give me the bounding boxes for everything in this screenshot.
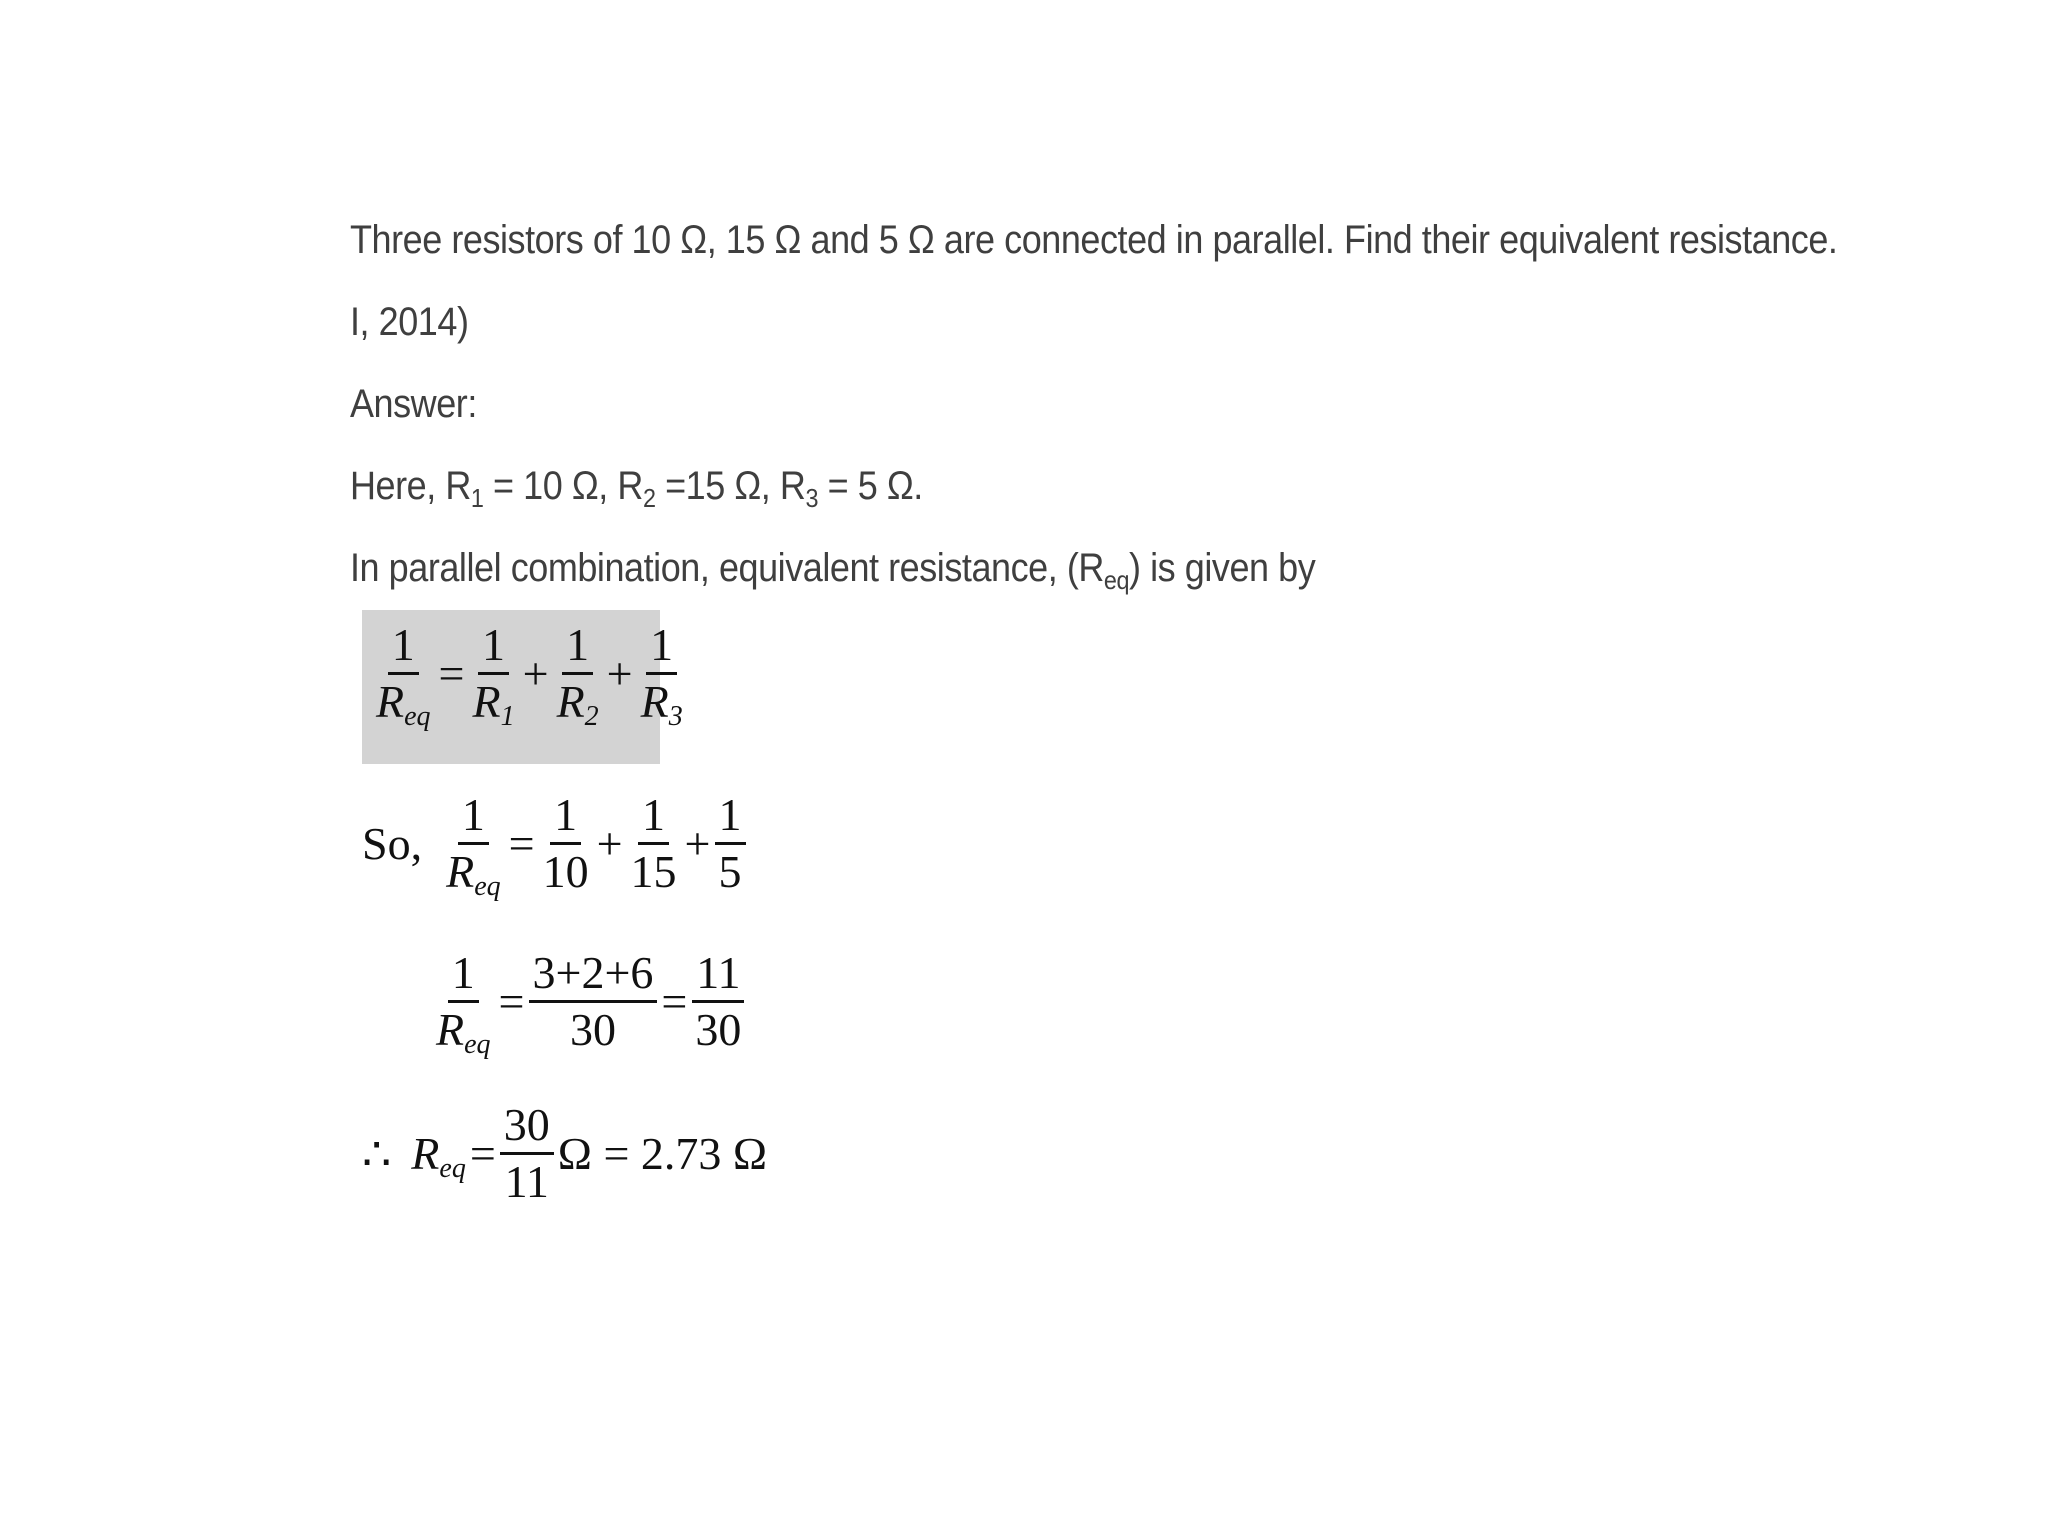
R: R — [446, 846, 475, 897]
num: 3+2+6 — [529, 948, 658, 1003]
R: R — [556, 676, 585, 727]
den: 11 — [504, 1156, 549, 1207]
frac-one-over-r2 — [553, 619, 603, 732]
document-body — [350, 205, 1850, 615]
combo-sub: eq — [1103, 565, 1130, 595]
den: 10 — [542, 846, 589, 897]
plus-sign: + — [596, 818, 623, 869]
sub-eq: eq — [439, 1153, 466, 1184]
frac-one-over-ten — [539, 790, 593, 897]
frac-one-over-req — [372, 619, 435, 732]
frac-eleven-over-thirty — [691, 948, 745, 1055]
den: 15 — [630, 846, 677, 897]
frac-one-over-req — [432, 947, 495, 1060]
den — [432, 1003, 495, 1060]
therefore-symbol: ∴ — [362, 1128, 392, 1180]
num: 1 — [478, 620, 509, 675]
sub-3: 3 — [668, 701, 683, 732]
num: 1 — [638, 790, 669, 845]
R: R — [376, 676, 405, 727]
den: 30 — [569, 1004, 616, 1055]
sub-eq: eq — [404, 701, 431, 732]
num: 1 — [646, 620, 677, 675]
given-r3-sub: 3 — [805, 483, 819, 513]
den — [469, 675, 519, 732]
den — [372, 675, 435, 732]
equals-sign: = — [661, 976, 688, 1027]
frac-one-over-r1 — [469, 619, 519, 732]
den — [442, 845, 505, 902]
given-r1-sub: 1 — [470, 483, 484, 513]
num: 1 — [550, 790, 581, 845]
num: 1 — [715, 790, 746, 845]
num: 11 — [692, 948, 744, 1003]
frac-one-over-r3 — [637, 619, 687, 732]
num: 1 — [562, 620, 593, 675]
equals-sign: = — [469, 1128, 496, 1179]
equals-sign: = — [508, 818, 535, 869]
den — [637, 675, 687, 732]
num: 1 — [448, 948, 479, 1003]
plus-sign: + — [684, 818, 711, 869]
frac-thirty-over-eleven — [500, 1100, 554, 1207]
R: R — [411, 1128, 440, 1179]
R: R — [472, 676, 501, 727]
given-values — [350, 451, 1700, 533]
given-end: = 5 Ω. — [818, 464, 923, 508]
sub-eq: eq — [474, 871, 501, 902]
question-text: Three resistors of 10 Ω, 15 Ω and 5 Ω are connected in parallel. Find their equivalent resistance. — [350, 218, 1838, 262]
sub-1: 1 — [500, 701, 515, 732]
so-label: So, — [362, 818, 423, 869]
parallel-formula-image — [362, 610, 683, 764]
combo-end: ) is given by — [1129, 546, 1316, 590]
equals-sign: = — [438, 648, 465, 699]
result-value: Ω = 2.73 Ω — [557, 1128, 768, 1179]
den: 30 — [695, 1004, 742, 1055]
substitution-row — [362, 789, 748, 902]
frac-sum-over-thirty — [529, 948, 658, 1055]
num: 30 — [500, 1100, 554, 1155]
answer-label: Answer: — [350, 382, 477, 426]
given-prefix: Here, R — [350, 464, 471, 508]
plus-sign: + — [522, 648, 549, 699]
frac-one-over-fifteen — [627, 790, 681, 897]
combo-prefix: In parallel combination, equivalent resistance, (R — [350, 546, 1104, 590]
result-row — [362, 1100, 769, 1207]
given-mid2: =15 Ω, R — [655, 464, 806, 508]
num: 1 — [458, 790, 489, 845]
given-r2-sub: 2 — [642, 483, 656, 513]
num: 1 — [388, 620, 419, 675]
sub-2: 2 — [584, 701, 599, 732]
given-mid1: = 10 Ω, R — [483, 464, 643, 508]
frac-one-over-five — [715, 790, 746, 897]
frac-one-over-req — [442, 789, 505, 902]
den — [553, 675, 603, 732]
plus-sign: + — [606, 648, 633, 699]
sub-eq: eq — [464, 1029, 491, 1060]
den: 5 — [718, 846, 742, 897]
sum-row — [430, 947, 747, 1060]
source-text: I, 2014) — [350, 300, 469, 344]
equals-sign: = — [498, 976, 525, 1027]
R: R — [436, 1004, 465, 1055]
R: R — [640, 676, 669, 727]
req-symbol — [409, 1127, 468, 1184]
combination-text — [350, 533, 1700, 615]
